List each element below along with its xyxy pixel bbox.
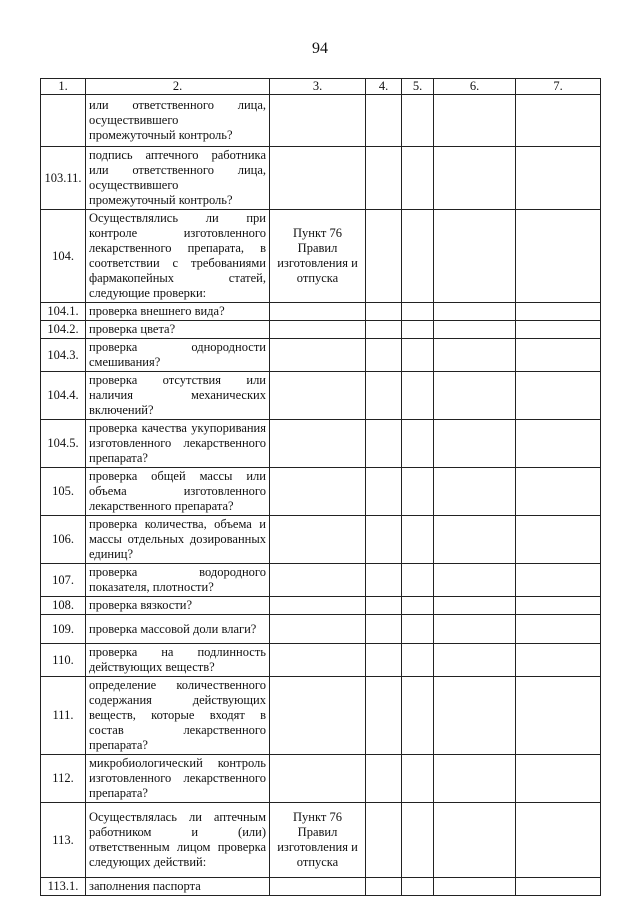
row-number: 103.11. — [41, 147, 86, 210]
table-row — [41, 878, 601, 896]
table-row — [41, 420, 601, 468]
table-header — [41, 79, 601, 95]
answer-cell — [516, 147, 601, 210]
table-row — [41, 147, 601, 210]
row-number: 108. — [41, 597, 86, 615]
row-number: 105. — [41, 468, 86, 516]
row-question: Осуществлялась ли аптечным работником и (или) ответственным лицом проверка следующих действий: — [86, 803, 270, 878]
answer-cell — [516, 516, 601, 564]
row-reference — [270, 321, 366, 339]
row-reference — [270, 564, 366, 597]
answer-cell — [516, 564, 601, 597]
row-number: 110. — [41, 644, 86, 677]
table-row — [41, 95, 601, 147]
row-number: 104.2. — [41, 321, 86, 339]
answer-cell — [434, 303, 516, 321]
row-question: проверка качества укупоривания изготовленного лекарственного препарата? — [86, 420, 270, 468]
answer-cell — [366, 303, 402, 321]
answer-cell — [434, 615, 516, 644]
row-question: проверка массовой доли влаги? — [86, 615, 270, 644]
table-row — [41, 210, 601, 303]
row-reference — [270, 677, 366, 755]
table-row — [41, 321, 601, 339]
table-row — [41, 339, 601, 372]
row-number: 104. — [41, 210, 86, 303]
answer-cell — [402, 372, 434, 420]
answer-cell — [434, 564, 516, 597]
row-number: 104.5. — [41, 420, 86, 468]
answer-cell — [434, 597, 516, 615]
answer-cell — [366, 644, 402, 677]
row-reference — [270, 95, 366, 147]
header-row — [41, 79, 601, 95]
answer-cell — [516, 339, 601, 372]
answer-cell — [434, 644, 516, 677]
row-question: микробиологический контроль изготовленного лекарственного препарата? — [86, 755, 270, 803]
row-reference — [270, 755, 366, 803]
column-header: 2. — [86, 79, 270, 95]
answer-cell — [516, 468, 601, 516]
answer-cell — [516, 321, 601, 339]
row-question: проверка отсутствия или наличия механических включений? — [86, 372, 270, 420]
row-number: 106. — [41, 516, 86, 564]
row-question: заполнения паспорта — [86, 878, 270, 896]
answer-cell — [366, 339, 402, 372]
answer-cell — [402, 95, 434, 147]
row-reference — [270, 615, 366, 644]
answer-cell — [434, 803, 516, 878]
answer-cell — [366, 147, 402, 210]
answer-cell — [434, 516, 516, 564]
answer-cell — [402, 677, 434, 755]
row-number: 104.4. — [41, 372, 86, 420]
table-row — [41, 677, 601, 755]
answer-cell — [516, 95, 601, 147]
table-row — [41, 803, 601, 878]
answer-cell — [434, 339, 516, 372]
row-question: подпись аптечного работника или ответственного лица, осуществившего промежуточный контроль? — [86, 147, 270, 210]
row-question: определение количественного содержания действующих веществ, которые входят в состав лекарственного препарата? — [86, 677, 270, 755]
answer-cell — [434, 147, 516, 210]
answer-cell — [516, 677, 601, 755]
answer-cell — [366, 372, 402, 420]
answer-cell — [434, 210, 516, 303]
answer-cell — [402, 303, 434, 321]
row-question: проверка внешнего вида? — [86, 303, 270, 321]
row-question: проверка вязкости? — [86, 597, 270, 615]
row-reference — [270, 339, 366, 372]
table-row — [41, 755, 601, 803]
answer-cell — [402, 564, 434, 597]
row-reference — [270, 516, 366, 564]
answer-cell — [366, 210, 402, 303]
answer-cell — [402, 878, 434, 896]
table-row — [41, 468, 601, 516]
row-question: проверка цвета? — [86, 321, 270, 339]
table-row — [41, 644, 601, 677]
row-reference — [270, 878, 366, 896]
answer-cell — [402, 210, 434, 303]
row-number: 104.1. — [41, 303, 86, 321]
row-reference — [270, 303, 366, 321]
column-header: 7. — [516, 79, 601, 95]
answer-cell — [402, 803, 434, 878]
answer-cell — [402, 597, 434, 615]
row-number: 113. — [41, 803, 86, 878]
row-number: 111. — [41, 677, 86, 755]
column-header: 6. — [434, 79, 516, 95]
row-number: 104.3. — [41, 339, 86, 372]
row-question: проверка на подлинность действующих веществ? — [86, 644, 270, 677]
answer-cell — [402, 468, 434, 516]
row-reference: Пункт 76 Правил изготовления и отпуска — [270, 803, 366, 878]
answer-cell — [366, 597, 402, 615]
row-question: проверка общей массы или объема изготовленного лекарственного препарата? — [86, 468, 270, 516]
answer-cell — [516, 803, 601, 878]
answer-cell — [434, 372, 516, 420]
answer-cell — [402, 321, 434, 339]
answer-cell — [402, 644, 434, 677]
column-header: 5. — [402, 79, 434, 95]
answer-cell — [516, 420, 601, 468]
answer-cell — [366, 755, 402, 803]
answer-cell — [434, 878, 516, 896]
answer-cell — [434, 677, 516, 755]
answer-cell — [402, 147, 434, 210]
answer-cell — [402, 615, 434, 644]
answer-cell — [402, 516, 434, 564]
answer-cell — [366, 564, 402, 597]
page-number: 94 — [312, 40, 328, 57]
table-body — [41, 95, 601, 896]
table-row — [41, 516, 601, 564]
row-reference — [270, 597, 366, 615]
answer-cell — [434, 420, 516, 468]
table-row — [41, 564, 601, 597]
row-number: 107. — [41, 564, 86, 597]
answer-cell — [516, 878, 601, 896]
answer-cell — [366, 420, 402, 468]
row-reference: Пункт 76 Правил изготовления и отпуска — [270, 210, 366, 303]
table-row — [41, 597, 601, 615]
answer-cell — [366, 615, 402, 644]
answer-cell — [402, 755, 434, 803]
row-question: проверка количества, объема и массы отдельных дозированных единиц? — [86, 516, 270, 564]
answer-cell — [366, 878, 402, 896]
table-row — [41, 615, 601, 644]
row-number: 109. — [41, 615, 86, 644]
answer-cell — [434, 468, 516, 516]
answer-cell — [366, 677, 402, 755]
table-row — [41, 372, 601, 420]
answer-cell — [366, 468, 402, 516]
answer-cell — [516, 644, 601, 677]
row-question: проверка однородности смешивания? — [86, 339, 270, 372]
answer-cell — [434, 95, 516, 147]
row-reference — [270, 468, 366, 516]
answer-cell — [402, 339, 434, 372]
answer-cell — [516, 597, 601, 615]
row-question: проверка водородного показателя, плотности? — [86, 564, 270, 597]
row-reference — [270, 644, 366, 677]
answer-cell — [434, 755, 516, 803]
answer-cell — [516, 303, 601, 321]
row-number: 112. — [41, 755, 86, 803]
answer-cell — [366, 321, 402, 339]
answer-cell — [516, 372, 601, 420]
checklist-table — [40, 78, 601, 896]
column-header: 3. — [270, 79, 366, 95]
answer-cell — [516, 210, 601, 303]
table-row — [41, 303, 601, 321]
answer-cell — [366, 95, 402, 147]
row-reference — [270, 147, 366, 210]
row-number: 113.1. — [41, 878, 86, 896]
answer-cell — [366, 803, 402, 878]
column-header: 4. — [366, 79, 402, 95]
row-reference — [270, 372, 366, 420]
answer-cell — [516, 615, 601, 644]
answer-cell — [402, 420, 434, 468]
answer-cell — [366, 516, 402, 564]
answer-cell — [434, 321, 516, 339]
row-reference — [270, 420, 366, 468]
row-question: или ответственного лица, осуществившего промежуточный контроль? — [86, 95, 270, 147]
row-number — [41, 95, 86, 147]
column-header: 1. — [41, 79, 86, 95]
answer-cell — [516, 755, 601, 803]
row-question: Осуществлялись ли при контроле изготовленного лекарственного препарата, в соответствии с требованиями фармакопейных статей, следующие проверки: — [86, 210, 270, 303]
